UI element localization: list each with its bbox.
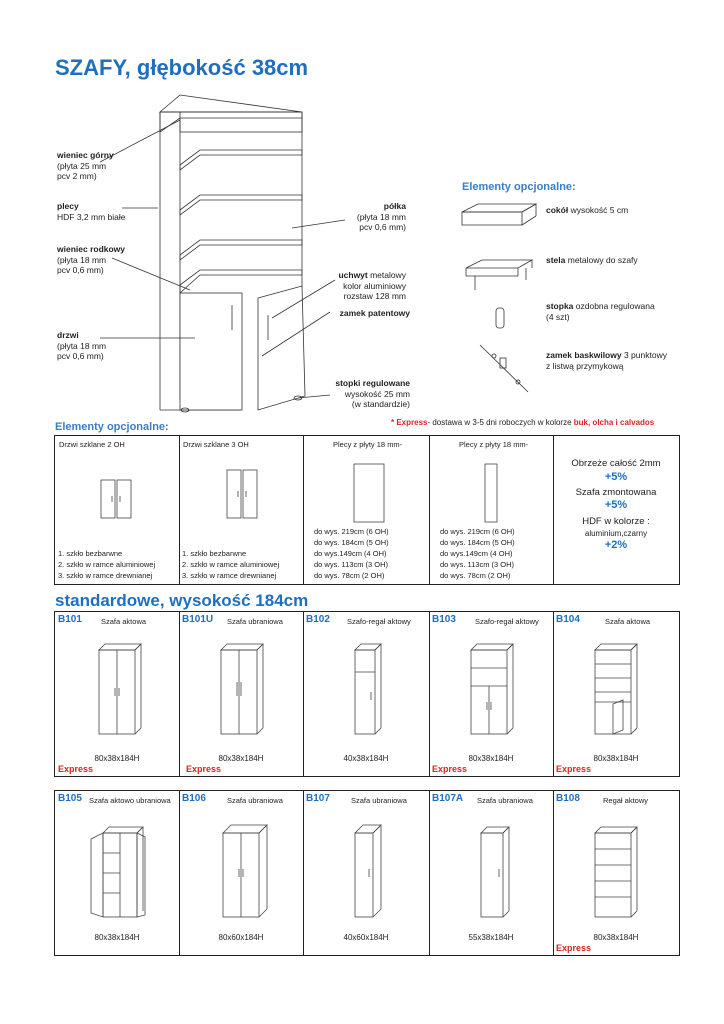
product-dimensions: 80x38x184H (94, 933, 140, 942)
open-wardrobe-icon (55, 791, 179, 955)
product-name: Szafa aktowa (101, 617, 147, 626)
product-name: Szafa aktowa (605, 617, 651, 626)
express-badge: Express (432, 764, 468, 774)
optional-heading-table: Elementy opcjonalne: (55, 421, 169, 433)
express-badge: Express (556, 943, 592, 953)
product-card-b107a[interactable] (429, 791, 554, 955)
label-wieniec-srodkowy: wieniec rodkowy (płyta 18 mm pcv 0,6 mm) (57, 244, 126, 275)
option-col-plecy-2 (429, 436, 554, 584)
product-code: B108 (556, 793, 580, 804)
label-polka: półka (płyta 18 mm pcv 0,6 mm) (356, 201, 406, 232)
option-list: 1. szkło bezbarwne 2. szkło w ramce aluminiowej 3. szkło w ramce drewnianej (182, 549, 280, 580)
product-name: Szafa ubraniowa (227, 796, 283, 805)
product-dimensions: 80x60x184H (218, 933, 264, 942)
product-code: B102 (306, 614, 330, 625)
product-name: Szafa ubraniowa (351, 796, 407, 805)
product-card-b101[interactable] (55, 612, 180, 776)
extra-zmontowana: Szafa zmontowana (575, 487, 657, 498)
product-dimensions: 80x38x184H (593, 754, 639, 763)
product-dimensions: 40x60x184H (343, 933, 389, 942)
option-list: do wys. 219cm (6 OH) do wys. 184cm (5 OH) do wys.149cm (4 OH) do wys. 113cm (3 OH) do wys. 78cm (2 OH) (314, 527, 389, 580)
optional-heading-right: Elementy opcjonalne: (462, 181, 576, 193)
col-title: Drzwi szklane 3 OH (183, 440, 249, 449)
product-code: B101U (182, 614, 214, 625)
product-card-b108[interactable] (553, 791, 679, 955)
label-plecy: plecy HDF 3,2 mm białe (57, 201, 126, 222)
label-drzwi: drzwi (płyta 18 mm pcv 0,6 mm) (57, 330, 107, 361)
extra-zmontowana-pct: +5% (604, 499, 628, 511)
label-stopki: stopki regulowane wysokość 25 mm (w standardzie) (335, 378, 410, 409)
product-card-b105[interactable] (55, 791, 180, 955)
option-col-drzwi-3oh (179, 436, 304, 584)
extra-hdf: HDF w kolorze : (582, 516, 650, 527)
single-wardrobe-icon (429, 791, 553, 955)
page-title: SZAFY, głębokość 38cm (55, 55, 309, 80)
label-zamek: zamek patentowy (339, 308, 410, 318)
product-row-2 (54, 790, 680, 956)
product-name: Szafo-regał aktowy (347, 617, 411, 626)
product-card-b107[interactable] (303, 791, 430, 955)
narrow-wardrobe-icon (303, 791, 429, 955)
product-dimensions: 80x38x184H (94, 754, 140, 763)
optional-table (54, 435, 680, 585)
option-list: do wys. 219cm (6 OH) do wys. 184cm (5 OH) do wys.149cm (4 OH) do wys. 113cm (3 OH) do wys. 78cm (2 OH) (440, 527, 515, 580)
product-card-b106[interactable] (179, 791, 304, 955)
option-stela: stela metalowy do szafy (546, 255, 638, 265)
product-code: B105 (58, 793, 82, 804)
extra-obrzeze: Obrzeże całość 2mm (571, 458, 661, 469)
shelf-cabinet-icon (429, 612, 553, 776)
product-dimensions: 80x38x184H (468, 754, 514, 763)
product-name: Szafa ubraniowa (477, 796, 533, 805)
product-name: Regał aktowy (603, 796, 649, 805)
col-title: Plecy z płyty 18 mm- (333, 440, 403, 449)
extra-hdf-sub: aluminium,czarny (584, 529, 648, 538)
option-stopka: stopka ozdobna regulowana (4 szt) (546, 301, 655, 322)
product-name: Szafa aktowo ubraniowa (89, 796, 171, 805)
product-code: B101 (58, 614, 82, 625)
cabinet-2door-icon (55, 612, 179, 776)
option-zamek-baskwilowy: zamek baskwilowy 3 punktowy z listwą przymykową (546, 350, 667, 371)
product-code: B103 (432, 614, 456, 625)
extra-obrzeze-pct: +5% (604, 471, 628, 483)
product-card-b101u[interactable] (179, 612, 304, 776)
extra-hdf-pct: +2% (604, 539, 628, 551)
product-code: B106 (182, 793, 206, 804)
wardrobe-2door-icon (179, 612, 303, 776)
product-dimensions: 55x38x184H (468, 933, 514, 942)
product-name: Szafo-regał aktowy (475, 617, 539, 626)
col-title: Plecy z płyty 18 mm- (459, 440, 529, 449)
product-dimensions: 40x38x184H (343, 754, 389, 763)
express-badge: Express (186, 764, 222, 774)
cabinet-1door-icon (303, 612, 429, 776)
product-row-1 (54, 611, 680, 777)
product-card-b102[interactable] (303, 612, 430, 776)
product-card-b104[interactable] (553, 612, 679, 776)
express-badge: Express (58, 764, 94, 774)
label-uchwyt: uchwyt metalowy kolor aluminiowy rozstaw 128 mm (338, 270, 406, 301)
option-col-extras (553, 436, 679, 584)
product-code: B107 (306, 793, 330, 804)
product-dimensions: 80x38x184H (218, 754, 264, 763)
open-cabinet-icon (553, 612, 679, 776)
label-wieniec-gorny: wieniec górny (płyta 25 mm pcv 2 mm) (57, 150, 114, 181)
option-list: 1. szkło bezbarwne 2. szkło w ramce aluminiowej 3. szkło w ramce drewnianej (58, 549, 156, 580)
product-card-b103[interactable] (429, 612, 554, 776)
option-col-drzwi-2oh (55, 436, 180, 584)
product-code: B104 (556, 614, 580, 625)
option-col-plecy-1 (303, 436, 430, 584)
standard-heading: standardowe, wysokość 184cm (55, 591, 309, 610)
col-title: Drzwi szklane 2 OH (59, 440, 125, 449)
bookshelf-icon (553, 791, 679, 955)
option-cokol: cokół wysokość 5 cm (546, 205, 629, 215)
wide-wardrobe-icon (179, 791, 303, 955)
product-name: Szafa ubraniowa (227, 617, 283, 626)
product-dimensions: 80x38x184H (593, 933, 639, 942)
express-badge: Express (556, 764, 592, 774)
product-code: B107A (432, 793, 464, 804)
express-note: * Express- dostawa w 3-5 dni roboczych w kolorze buk, olcha i calvados (391, 418, 655, 427)
